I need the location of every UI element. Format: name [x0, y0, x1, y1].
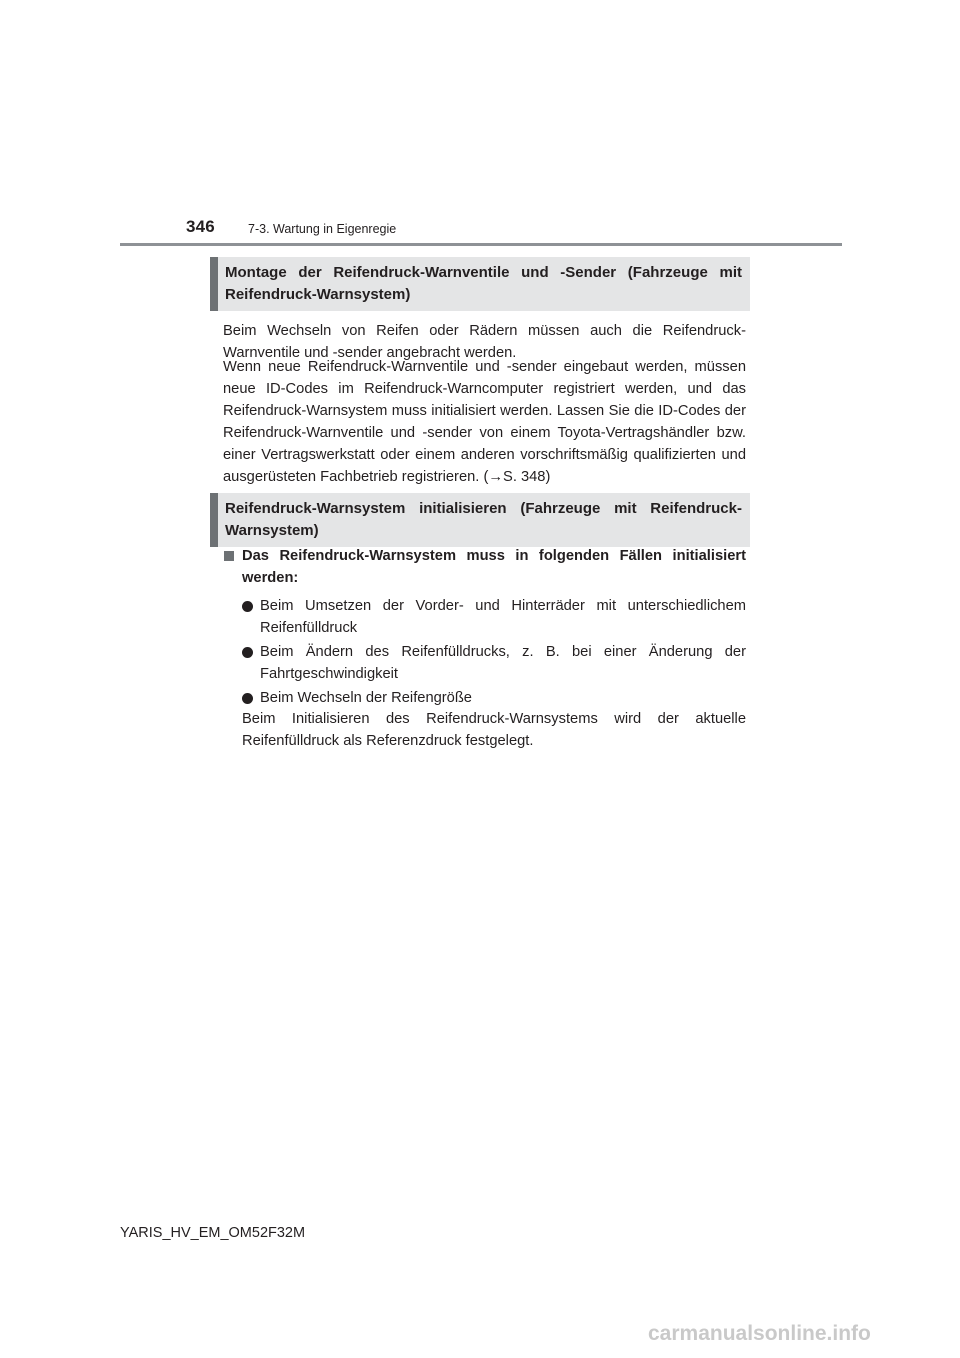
- footer-doc-code: YARIS_HV_EM_OM52F32M: [120, 1225, 306, 1241]
- bullet-dot-icon: [242, 601, 253, 612]
- list-item: [242, 595, 746, 639]
- square-bullet-icon: [224, 551, 234, 561]
- list-item-text: Beim Ändern des Reifenfülldrucks, z. B. bei einer Änderung der Fahrtgeschwindigkeit: [260, 644, 746, 682]
- list-item-text: Beim Wechseln der Reifengröße: [260, 690, 472, 706]
- watermark: carmanualsonline.info: [648, 1322, 871, 1345]
- section-heading-initialization: Reifendruck-Warnsystem initialisieren (Fahrzeuge mit Reifendruck-Warnsystem): [210, 493, 750, 547]
- list-item: [242, 641, 746, 685]
- initialization-case-list: [242, 595, 746, 711]
- paragraph-valve-replacement: Beim Wechseln von Reifen oder Rädern müssen auch die Reifendruck-Warnventile und -sender angebracht werden.: [223, 323, 746, 361]
- paragraph-reference-pressure: Beim Initialisieren des Reifendruck-Warnsystems wird der aktuelle Reifenfülldruck als Referenzdruck festgelegt.: [242, 711, 746, 749]
- page-number: 346: [186, 217, 215, 236]
- paragraph-id-code-registration: Wenn neue Reifendruck-Warnventile und -sender eingebaut werden, müssen neue ID-Codes im Reifendruck-Warncomputer registriert werden, und das Reifendruck-Warnsystem muss initialisiert werden. Lassen Sie die ID-Codes der Reifendruck-Warnventile und -sender von einem Toyota-Vertragshändler bzw. einer Vertragswerkstatt oder einem anderen vorschriftsmäßig qualifizierten und ausgerüsteten Fachbetrieb registrieren. (→S. 348): [223, 359, 746, 485]
- header-divider: [120, 243, 842, 246]
- list-item: [242, 687, 746, 709]
- section-title: 7-3. Wartung in Eigenregie: [248, 222, 397, 236]
- list-item-text: Beim Umsetzen der Vorder- und Hinterräder mit unterschiedlichem Reifenfülldruck: [260, 598, 746, 636]
- bullet-dot-icon: [242, 647, 253, 658]
- bullet-dot-icon: [242, 693, 253, 704]
- subheading-text: Das Reifendruck-Warnsystem muss in folgenden Fällen initialisiert werden:: [242, 548, 746, 586]
- section-heading-valve-mounting: Montage der Reifendruck-Warnventile und -Sender (Fahrzeuge mit Reifendruck-Warnsystem): [210, 257, 750, 311]
- subheading-initialization-cases: [224, 545, 746, 589]
